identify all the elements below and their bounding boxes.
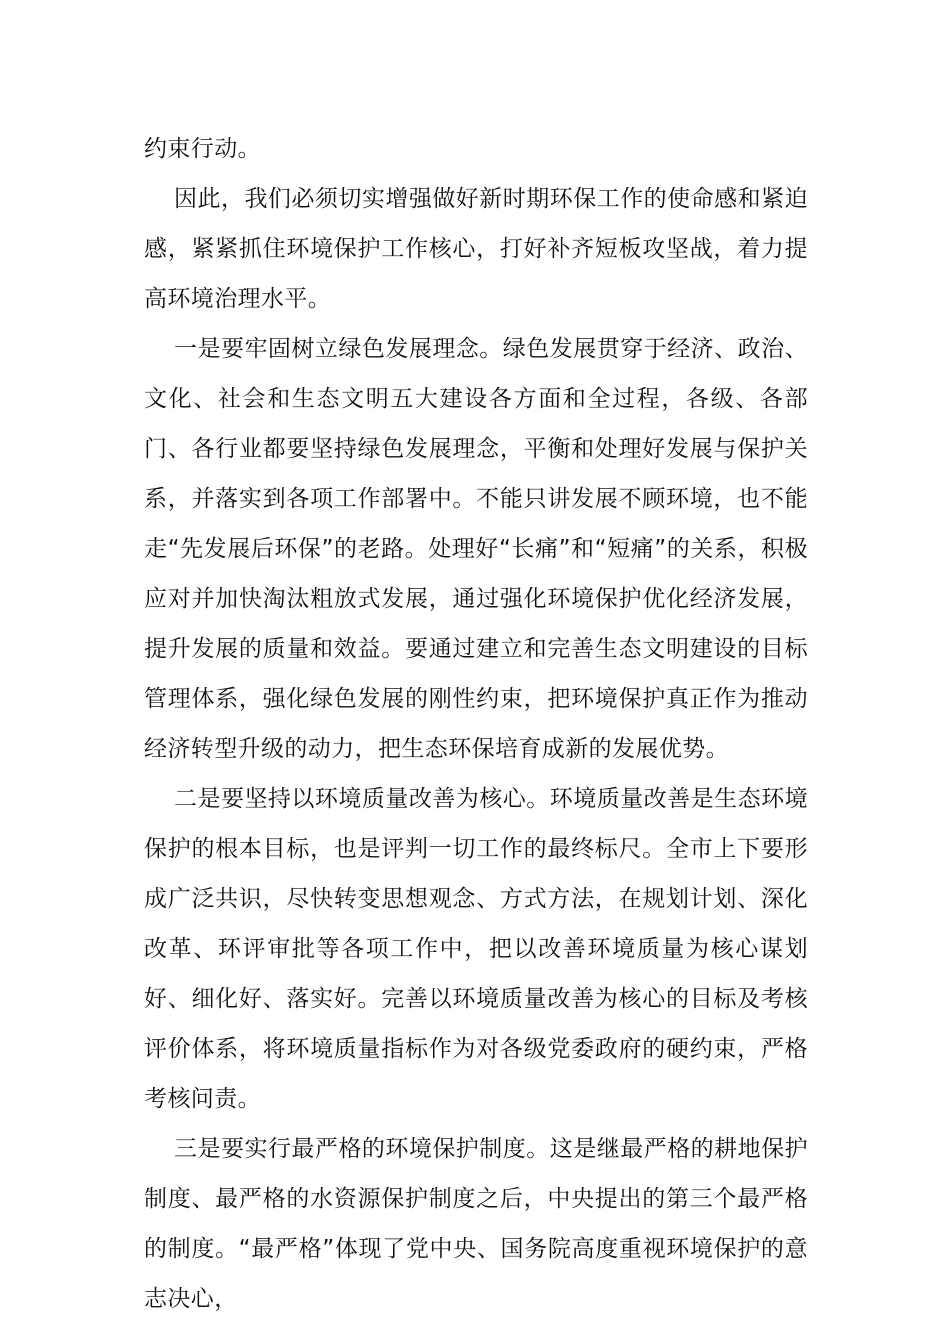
paragraph-environment-quality: 二是要坚持以环境质量改善为核心。环境质量改善是生态环境保护的根本目标，也是评判一切工作的最终标尺。全市上下要形成广泛共识，尽快转变思想观念、方式方法，在规划计划、深化改革、环评审批等各项工作中，把以改善环境质量为核心谋划好、细化好、落实好。完善以环境质量改善为核心的目标及考核评价体系，将环境质量指标作为对各级党委政府的硬约束，严格考核问责。 xyxy=(144,786,808,1112)
paragraph-continuation: 约束行动。 xyxy=(144,136,261,162)
paragraph-summary: 因此，我们必须切实增强做好新时期环保工作的使命感和紧迫感，紧紧抓住环境保护工作核心，打好补齐短板攻坚战，着力提高环境治理水平。 xyxy=(144,186,808,312)
document-body xyxy=(144,124,808,1324)
paragraph-green-development: 一是要牢固树立绿色发展理念。绿色发展贯穿于经济、政治、文化、社会和生态文明五大建设各方面和全过程，各级、各部门、各行业都要坚持绿色发展理念，平衡和处理好发展与保护关系，并落实到各项工作部署中。不能只讲发展不顾环境，也不能走“先发展后环保”的老路。处理好“长痛”和“短痛”的关系，积极应对并加快淘汰粗放式发展，通过强化环境保护优化经济发展，提升发展的质量和效益。要通过建立和完善生态文明建设的目标管理体系，强化绿色发展的刚性约束，把环境保护真正作为推动经济转型升级的动力，把生态环保培育成新的发展优势。 xyxy=(144,336,808,762)
paragraph-strict-protection: 三是要实行最严格的环境保护制度。这是继最严格的耕地保护制度、最严格的水资源保护制度之后，中央提出的第三个最严格的制度。“最严格”体现了党中央、国务院高度重视环境保护的意志决心， xyxy=(144,1136,808,1312)
